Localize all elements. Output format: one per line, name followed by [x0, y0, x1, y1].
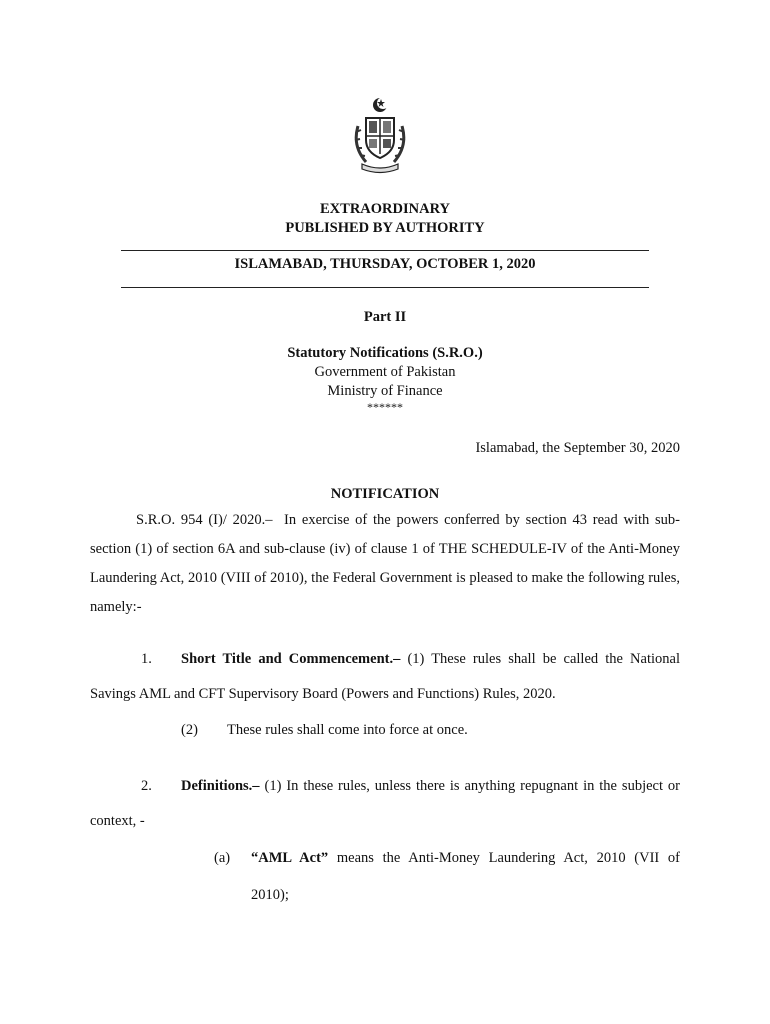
def-a-text-line1: means the Anti-Money Laundering Act, 2010 (VII of [336, 850, 681, 866]
rule-1-text-line1: (1) These rules shall be called the National [407, 651, 680, 667]
def-a-text-line2: 2010); [251, 887, 289, 903]
def-a-line1 [251, 850, 680, 867]
rule-2-title: Definitions.– [181, 778, 260, 794]
rule-1-sub2-number: (2) [181, 722, 198, 738]
rule-1-title: Short Title and Commencement.– [181, 651, 401, 667]
government-name: Government of Pakistan [314, 364, 456, 380]
state-emblem-icon [348, 96, 412, 176]
def-a-number: (a) [214, 850, 231, 866]
top-rule [121, 250, 649, 251]
rule-1-text-line2: Savings AML and CFT Supervisory Board (Powers and Functions) Rules, 2020. [90, 686, 556, 702]
ministry-name: Ministry of Finance [327, 383, 443, 399]
extraordinary-heading: EXTRAORDINARY [320, 201, 450, 217]
sro-number: S.R.O. 954 (I)/ 2020.– [136, 512, 273, 528]
part-heading: Part II [363, 309, 407, 325]
rule-2-text-line1: (1) In these rules, unless there is anything repugnant in the subject or [264, 778, 681, 794]
rule-2-text-line2: context, - [90, 813, 145, 829]
notification-intro [90, 506, 680, 622]
dateline: ISLAMABAD, THURSDAY, OCTOBER 1, 2020 [234, 256, 536, 272]
rule-2-line1 [181, 778, 680, 795]
def-a-term: “AML Act” [251, 850, 329, 866]
sro-title: Statutory Notifications (S.R.O.) [287, 345, 483, 361]
notification-heading: NOTIFICATION [330, 486, 440, 502]
rule-1-sub2-text: These rules shall come into force at once. [227, 722, 468, 738]
bottom-rule [121, 287, 649, 288]
rule-1-number: 1. [141, 651, 152, 667]
published-by-authority: PUBLISHED BY AUTHORITY [285, 220, 485, 236]
intro-text: In exercise of the powers conferred by section 43 read with sub-section (1) of section 6A and sub-clause (iv) of clause 1 of THE SCHEDULE-IV of the Anti-Money Laundering Act, 2010 (VIII of 2010), the Federal Government is pleased to make the following rules, namely:- [90, 512, 680, 615]
rule-2-number: 2. [141, 778, 152, 794]
place-date: Islamabad, the September 30, 2020 [475, 440, 680, 456]
separator-stars: ****** [367, 400, 403, 414]
rule-1-line1 [181, 651, 680, 668]
